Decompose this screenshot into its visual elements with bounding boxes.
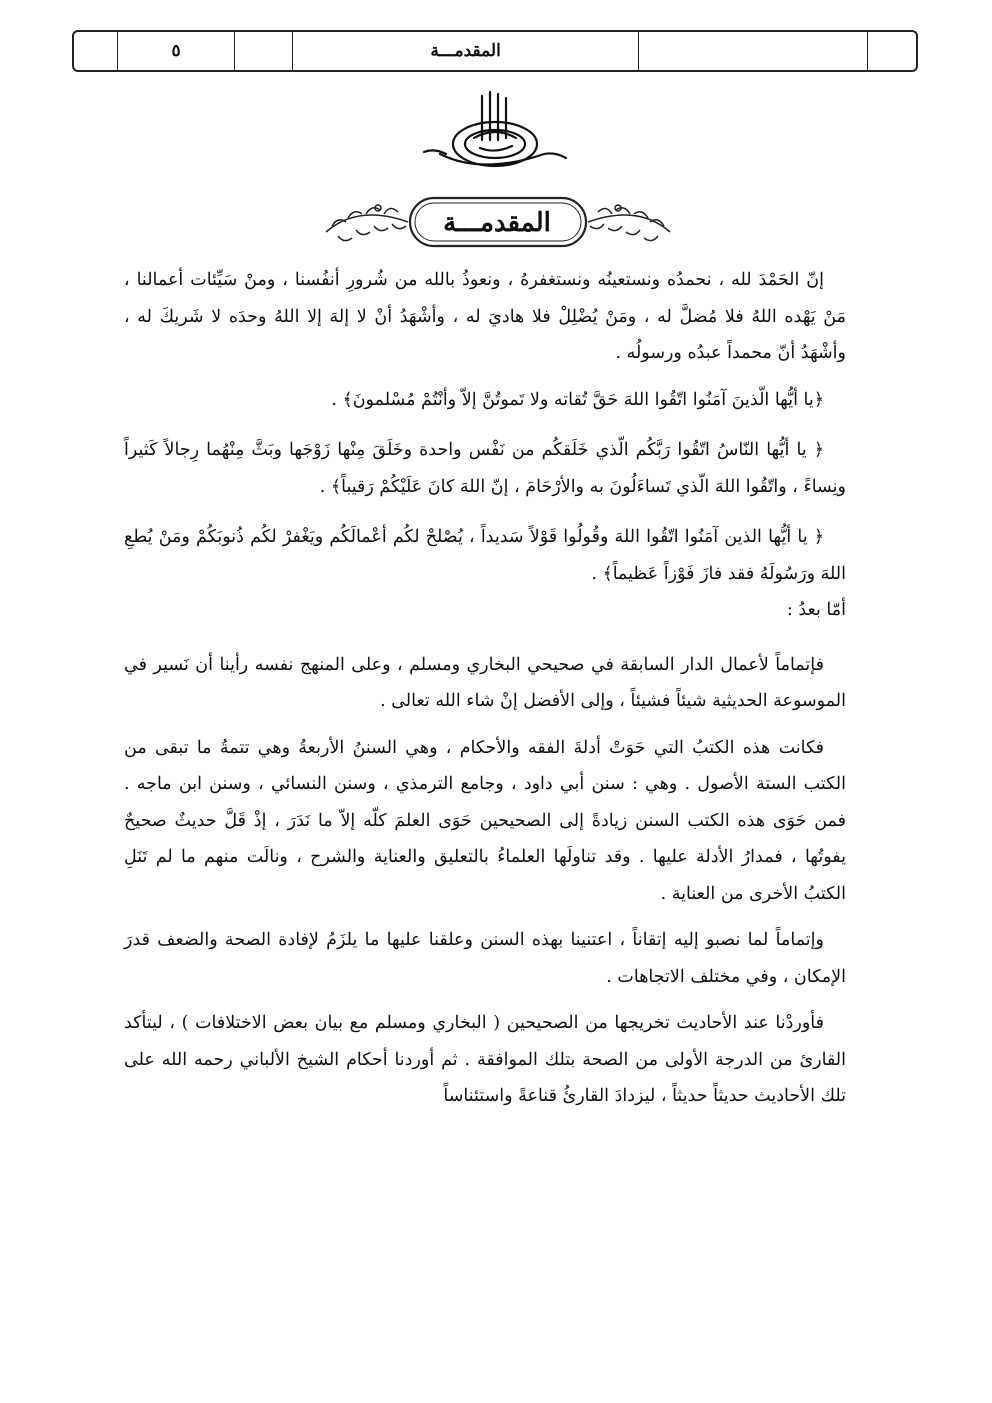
quran-verse: ﴿يا أيُّها الّذينَ آمَنُوا اتّقُوا اللهَ حَقَّ تُقاته ولا تَموتُنَّ إلاّ وأنْتُمْ مُسْلمونَ﴾ .: [331, 389, 824, 410]
paragraph: فإتماماً لأعمال الدار السابقة في صحيحي البخاري ومسلم ، وعلى المنهج نفسه رأينا أن نَسير في الموسوعة الحديثية شيئاً فشيئاً ، وإلى الأفضل إنْ شاء الله تعالى .: [124, 654, 846, 711]
paragraph: وإتماماً لما نصبو إليه إتقاناً ، اعتنينا بهذه السنن وعلقنا عليها ما يلزَمُ لإفادة الصحة والضعف قدرَ الإمكان ، وفي مختلف الاتجاهات .: [124, 930, 846, 987]
header-cell-empty: [868, 32, 916, 70]
header-title-cell: [293, 32, 639, 70]
running-title: المقدمـــة: [430, 41, 501, 61]
page-header: [72, 30, 918, 72]
basmala-calligraphy-icon: [420, 88, 570, 174]
header-cell-empty: [639, 32, 868, 70]
paragraph-intro: إنّ الحَمْدَ لله ، نحمدُه ونستعينُه ونستغفرهُ ، ونعوذُ بالله من شُرورِ أنفُسنا ، ومنْ سَيِّئات أعمالنا ، مَنْ يَهْده اللهُ فلا مُضلَّ له ، ومَنْ يُضْلِلْ فلا هاديَ له ، وأشْهَدُ أنْ لا إلهَ إلا اللهُ وحدَه لا شَريكَ له ، وأشْهَدُ أنّ محمداً عبدُه ورسولُه .: [124, 270, 846, 363]
document-body: [124, 262, 846, 1123]
paragraph: فكانت هذه الكتبُ التي حَوَتْ أدلةَ الفقه والأحكام ، وهي السننُ الأربعةُ وهي تتمةُ ما تبقى من الكتب الستة الأصول . وهي : سنن أبي داود ، وجامع الترمذي ، وسنن النسائي ، وسنن ابن ماجه . فمن حَوَى هذه الكتب السنن زيادةً إلى الصحيحين حَوَى العلمَ كلّه إلاّ ما نَدَرَ ، إذْ قَلَّ حديثٌ صحيحٌ يفوتُها ، فمدارُ الأدلة عليها . وقد تناولَها العلماءُ بالتعليق والعناية والشرح ، ونالَت منهم ما لم تَنَلِ الكتبُ الأخرى من العناية .: [124, 737, 846, 904]
header-cell-empty: [235, 32, 293, 70]
page-number: ٥: [171, 41, 181, 61]
header-cell-empty: [74, 32, 118, 70]
paragraph: فأوردْنا عند الأحاديث تخريجها من الصحيحين ( البخاري ومسلم مع بيان بعض الاختلافات ) ، ليتأكد القارئ من الدرجة الأولى من الصحة بتلك الموافقة . ثم أوردنا أحكام الشيخ الألباني رحمه الله على تلك الأحاديث حديثاً حديثاً ، ليزدادَ القارئُ قناعةً واستئناساً: [124, 1013, 846, 1106]
paragraph-amma-bad: أمّا بعدُ :: [786, 600, 846, 620]
section-title: المقدمـــة: [443, 208, 551, 238]
quran-verse: ﴿ يا أيُّها النّاسُ اتّقُوا رَبَّكُم الّذي خَلَقكُم من نَفْس واحدة وخَلَقَ مِنْها زَوْجَها وبَثَّ مِنْهُما رِجالاً كَثيراً ونِساءً ، واتّقُوا اللهَ الّذي تَساءَلُونَ به والأرْحَامَ ، إنّ اللهَ كانَ عَلَيْكُمْ رَقيباً﴾ .: [124, 440, 846, 497]
quran-verse: ﴿ يا أيُّها الذين آمَنُوا اتّقُوا اللهَ وقُولُوا قَوْلاً سَديداً ، يُصْلحْ لكُم أعْمالَكُم ويَغْفرْ لكُم ذُنوبَكُمْ ومَنْ يُطعِ اللهَ ورَسُولَهُ فقد فازَ فَوْزاً عَظيماً﴾ .: [124, 527, 846, 584]
header-page-number-cell: [118, 32, 235, 70]
